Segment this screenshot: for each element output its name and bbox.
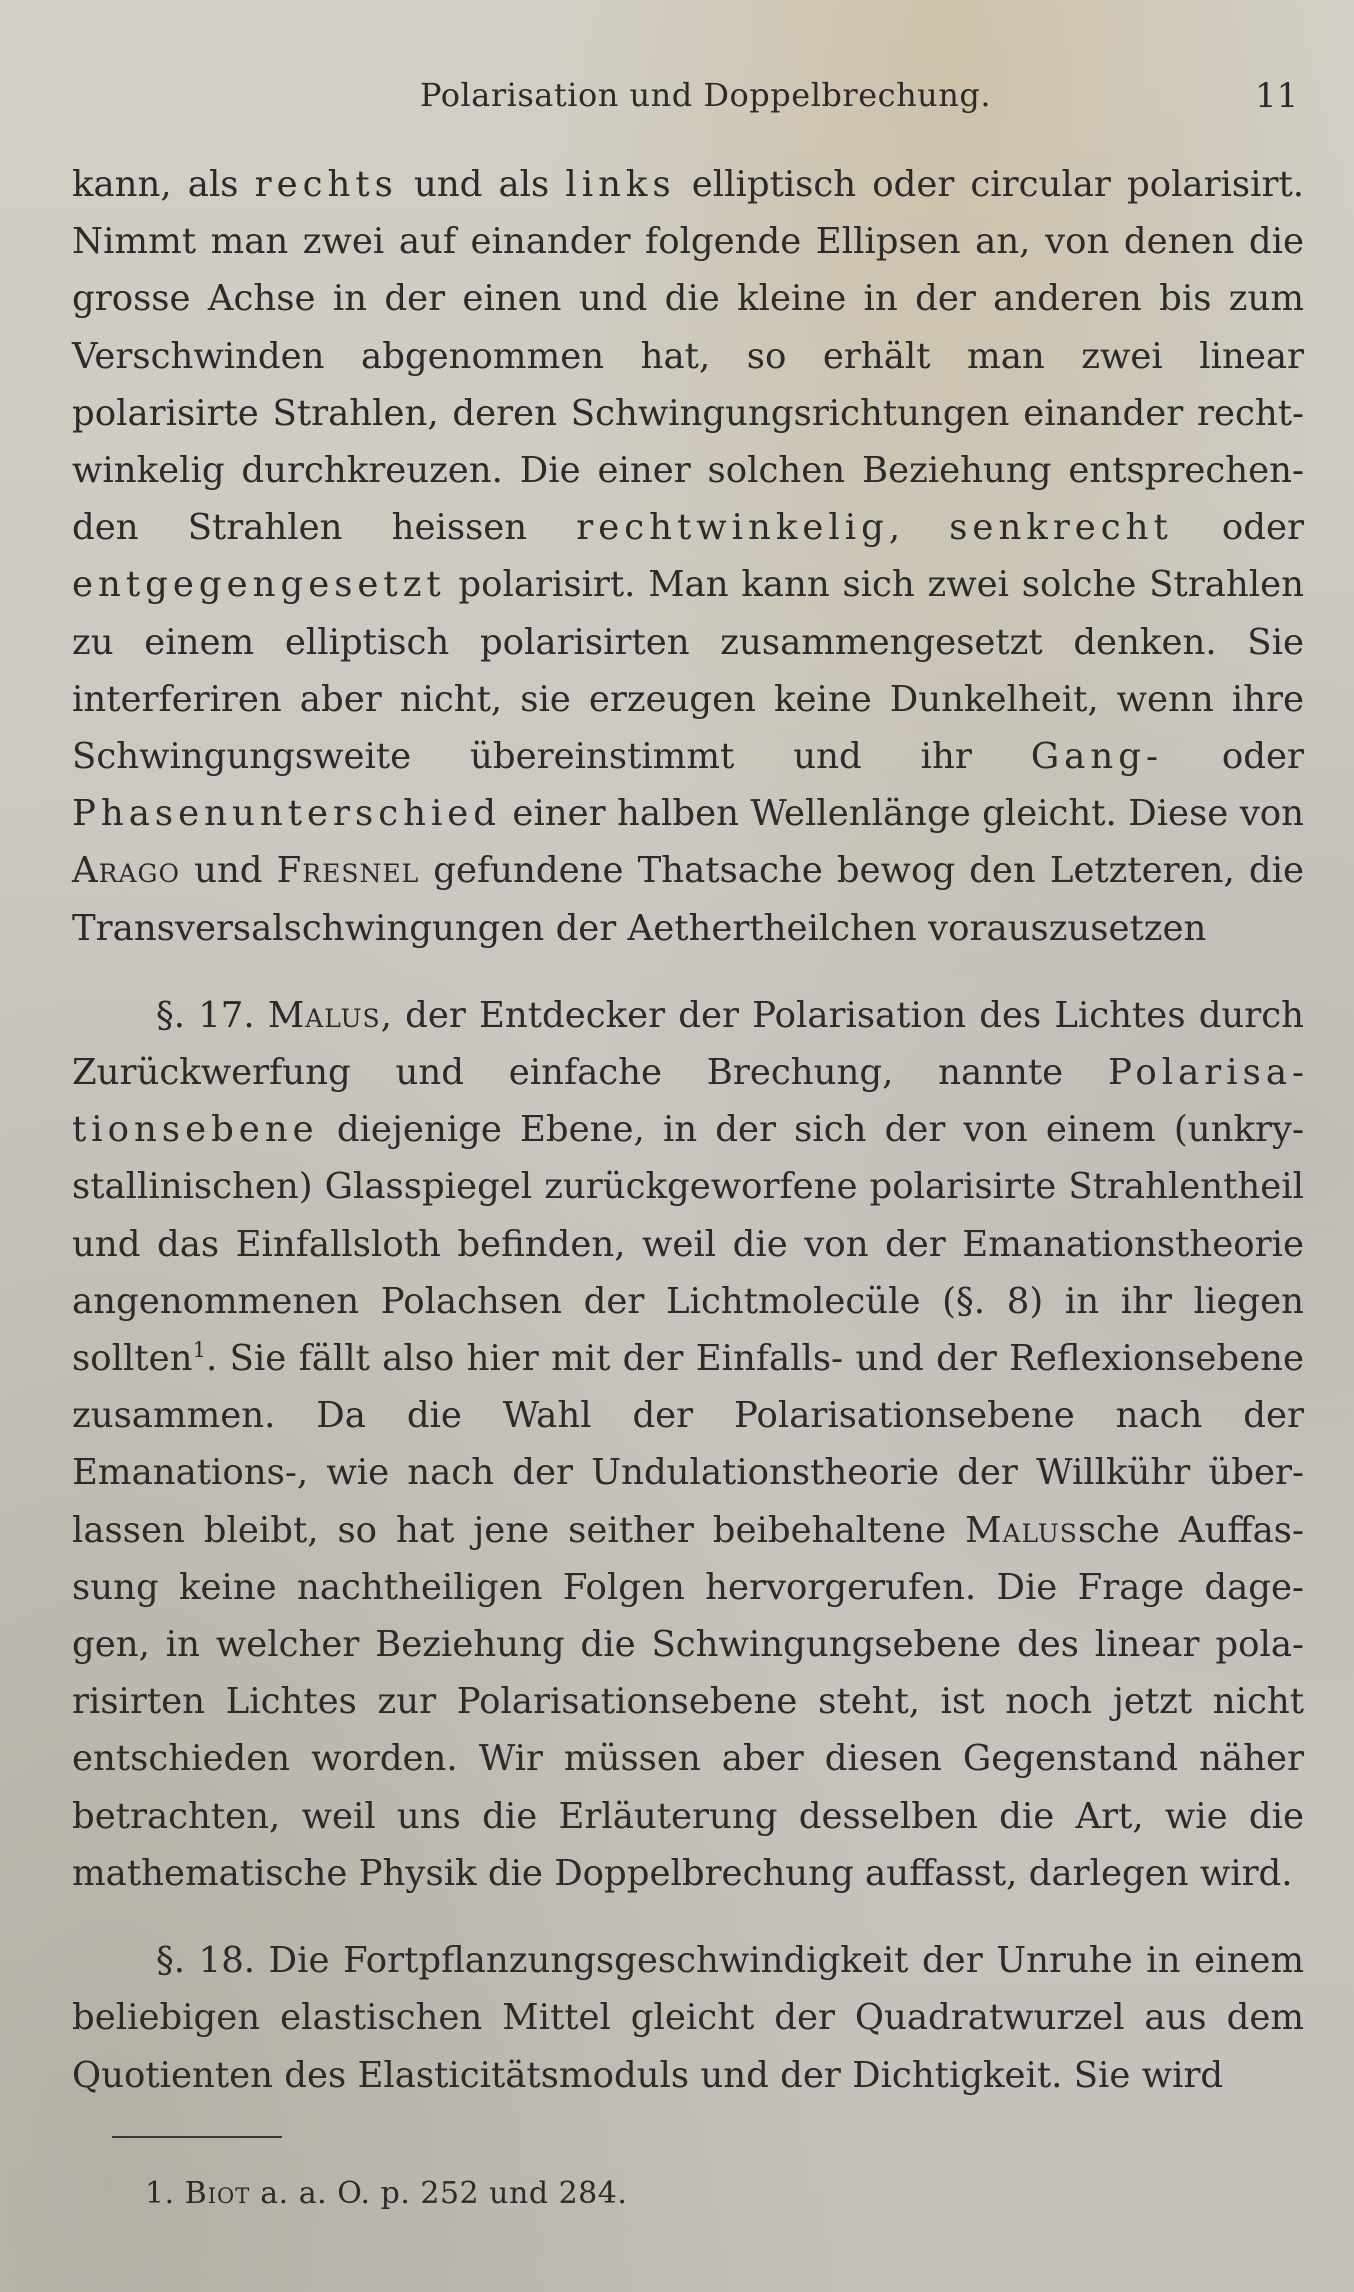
text-run: . Sie fällt also hier mit der Einfalls- und der Reflexionsebene zusammen. Da die Wahl der Polarisationsebene nach der Emanations-, wie nach der Undulationstheorie der Willkühr überlassen bleibt, so hat jene seither beibehaltene xyxy=(72,1338,1304,1551)
text-run: gefundene Thatsache bewog den Letzteren, die Transversalschwingungen der Aethertheilchen vorauszusetzen xyxy=(72,850,1304,949)
text-run: §. 17. xyxy=(156,994,268,1036)
text-run: sche Auffassung keine nachtheiligen Folgen hervorgerufen. Die Frage dagegen, in welcher Beziehung die Schwingungsebene des linear polarisirten Lichtes zur Polarisationsebene steht, ist noch jetzt nicht entschieden worden. Wir müssen aber diesen Gegenstand näher betrachten, weil uns die Erläuterung desselben die Art, wie die mathematische Physik die Doppelbrechung auffasst, darlegen wird. xyxy=(72,1509,1304,1894)
emphasized-term: Polarisationsebene xyxy=(72,1052,1304,1151)
page-number: 11 xyxy=(1255,76,1299,116)
emphasized-term: senkrecht xyxy=(949,507,1173,549)
paragraph-section-18 xyxy=(72,1932,1304,2104)
running-head xyxy=(0,76,1354,116)
footnote-text: a. a. O. p. 252 und 284. xyxy=(250,2176,628,2211)
paragraph-section-17 xyxy=(72,987,1304,1902)
text-run: , xyxy=(888,507,950,549)
author-name: Fresnel xyxy=(276,850,420,892)
footnote-rule xyxy=(112,2136,282,2138)
text-run: polarisirt. Man kann sich zwei solche Strahlen zu einem elliptisch polarisirten zusammengesetzt denken. Sie interferiren aber nicht, sie erzeugen keine Dunkelheit, wenn ihre Schwingungsweite übereinstimmt und ihr xyxy=(72,564,1304,778)
paragraph-continuation xyxy=(72,156,1304,957)
footnote xyxy=(145,2176,627,2211)
running-title: Polarisation und Doppelbrechung. xyxy=(420,76,992,114)
text-run: und xyxy=(179,850,277,892)
emphasized-term: rechts xyxy=(254,164,398,205)
text-run: diejenige Ebene, in der sich der von einem (unkrystallinischen) Glasspiegel zurückgeworfene polarisirte Strahlentheil und das Einfallsloth befinden, weil die von der Emanationstheorie angenommenen Polachsen der Lichtmolecüle (§. 8) in ihr liegen sollten xyxy=(72,1109,1304,1380)
emphasized-term: Gang- xyxy=(1030,736,1163,778)
text-run: elliptisch oder circular polarisirt. Nimmt man zwei auf einander folgende Ellipsen an, von denen die grosse Achse in der einen und die kleine in der anderen bis zum Verschwinden abgenommen hat, so erhält man zwei linear polarisirte Strahlen, deren Schwingungsrichtungen einander rechtwinkelig durchkreuzen. Die einer solchen Beziehung entsprechenden Strahlen heissen xyxy=(72,164,1304,549)
emphasized-term: entgegengesetzt xyxy=(72,564,446,606)
author-name: Malus xyxy=(267,994,381,1036)
text-run: einer halben Wellenlänge gleicht. Diese von xyxy=(501,793,1304,835)
text-run: kann, als xyxy=(72,164,255,205)
author-name: Malus xyxy=(965,1509,1078,1551)
footnote-author: Biot xyxy=(184,2176,251,2211)
footnote-ref: 1 xyxy=(192,1338,206,1364)
emphasized-term: links xyxy=(565,164,676,205)
emphasized-term: rechtwinkelig xyxy=(576,507,889,549)
author-name: Arago xyxy=(72,850,180,892)
text-run: und als xyxy=(397,164,566,205)
text-run: oder xyxy=(1162,736,1304,778)
body-text xyxy=(72,156,1304,2104)
text-run: , der Entdecker der Polarisation des Lichtes durch Zurückwerfung und einfache Brechung, nannte xyxy=(72,994,1305,1094)
text-run: oder xyxy=(1172,507,1304,549)
footnote-number: 1. xyxy=(145,2176,175,2211)
emphasized-term: Phasenunterschied xyxy=(72,793,502,835)
text-run: §. 18. Die Fortpflanzungsgeschwindigkeit der Unruhe in einem beliebigen elastischen Mittel gleicht der Quadratwurzel aus dem Quotienten des Elasticitätsmoduls und der Dichtigkeit. Sie wird xyxy=(72,1940,1304,2096)
